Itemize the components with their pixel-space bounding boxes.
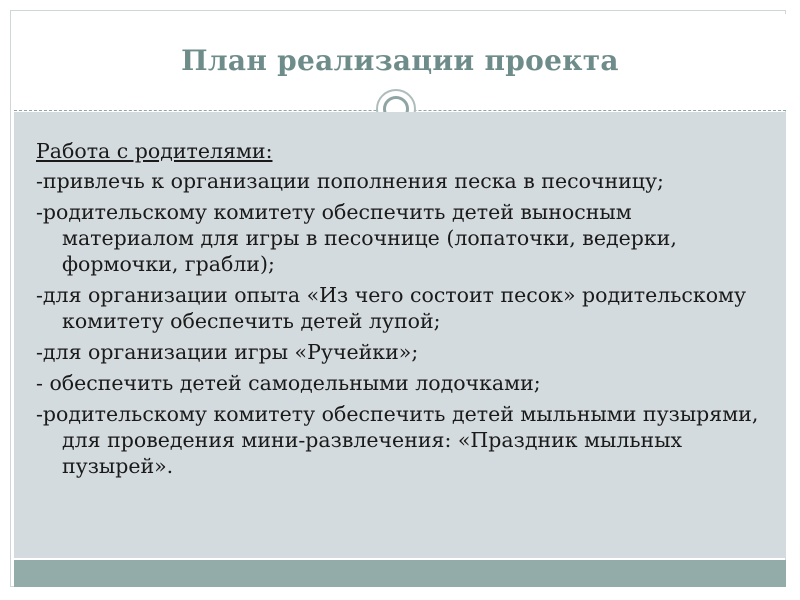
list-item: -для организации игры «Ручейки»;: [36, 340, 419, 364]
list-item: -для организации опыта «Из чего состоит песок» родительскому комитету обеспечить детей лупой;: [36, 283, 747, 333]
list-item: -привлечь к организации пополнения песка в песочницу;: [36, 169, 664, 193]
list-item: -родительскому комитету обеспечить детей выносным материалом для игры в песочнице (лопаточки, ведерки, формочки, грабли);: [36, 200, 677, 276]
section-heading: Работа с родителями:: [36, 139, 273, 163]
content-area: [14, 112, 786, 558]
list-item: -родительскому комитету обеспечить детей мыльными пузырями, для проведения мини-развлечения: «Праздник мыльных пузырей».: [36, 402, 759, 478]
body-text: [36, 138, 766, 484]
footer-band: [14, 560, 786, 587]
list-item: - обеспечить детей самодельными лодочками;: [36, 371, 541, 395]
slide-title: План реализации проекта: [181, 44, 619, 77]
